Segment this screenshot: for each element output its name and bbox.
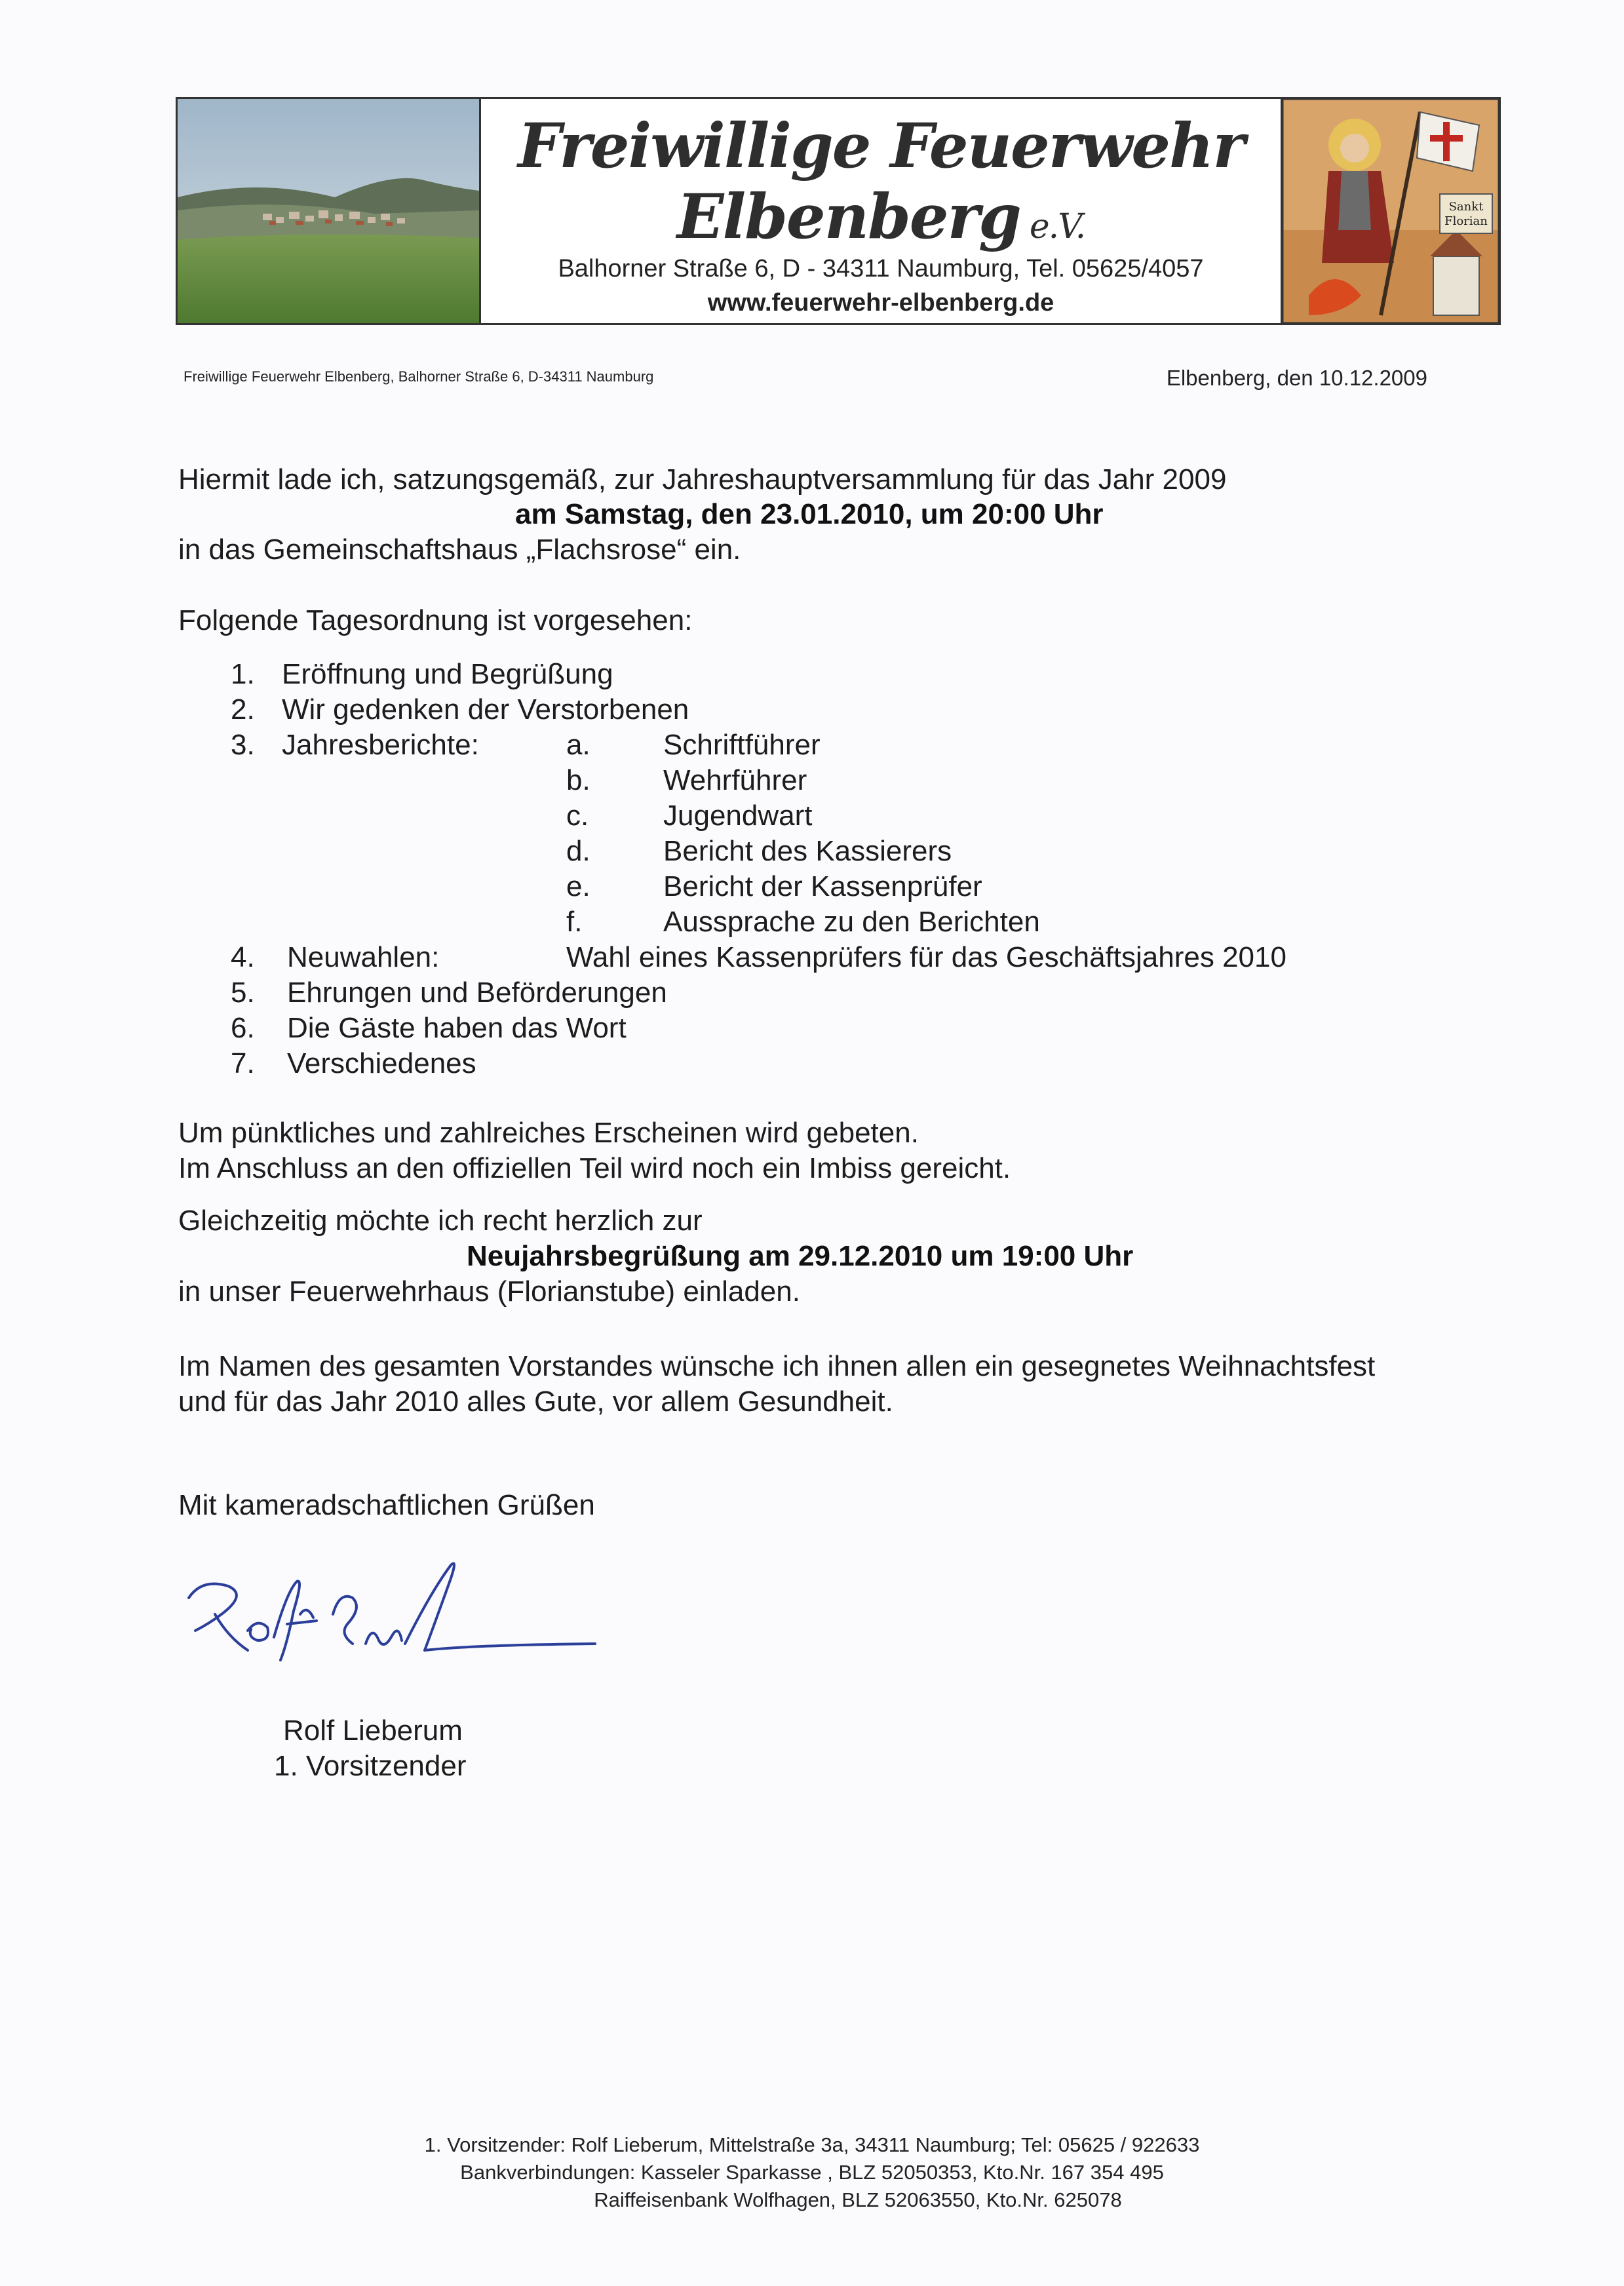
handwritten-signature: [176, 1552, 608, 1670]
club-website-link[interactable]: www.feuerwehr-elbenberg.de: [707, 289, 1054, 317]
letter-date: Elbenberg, den 10.12.2009: [1166, 366, 1427, 390]
club-name: [481, 111, 1281, 262]
agenda-item-number: 2.: [231, 693, 255, 726]
report-letter: e.: [566, 870, 590, 902]
svg-text:Florian: Florian: [1444, 214, 1488, 228]
agenda-item-number: 6.: [231, 1012, 255, 1044]
letterhead: [176, 97, 1501, 325]
report-letter: b.: [566, 764, 590, 796]
club-name-line1: Freiwillige Feuerwehr: [518, 110, 1244, 182]
agenda-item-detail: Wahl eines Kassenprüfers für das Geschäftsjahres 2010: [566, 941, 1286, 973]
wishes-line-1: Im Namen des gesamten Vorstandes wünsche ich ihnen allen ein gesegnetes Weihnachtsfest: [178, 1350, 1376, 1382]
sender-return-address: Freiwillige Feuerwehr Elbenberg, Balhorner Straße 6, D-34311 Naumburg: [184, 368, 654, 385]
greeting: Mit kameradschaftlichen Grüßen: [178, 1489, 595, 1521]
signer-name: Rolf Lieberum: [283, 1714, 463, 1747]
report-label: Aussprache zu den Berichten: [663, 906, 1040, 938]
footer-line-3: Raiffeisenbank Wolfhagen, BLZ 52063550, Kto.Nr. 625078: [594, 2188, 1122, 2211]
report-label: Bericht der Kassenprüfer: [663, 870, 982, 902]
closing-line-1: Um pünktliches und zahlreiches Erscheinen wird gebeten.: [178, 1117, 919, 1149]
newyear-datetime: Neujahrsbegrüßung am 29.12.2010 um 19:00 Uhr: [467, 1240, 1134, 1272]
agenda-item-number: 3.: [231, 729, 255, 761]
saint-florian-emblem: [1281, 99, 1499, 323]
agenda-item-number: 1.: [231, 658, 255, 690]
wishes-line-2: und für das Jahr 2010 alles Gute, vor allem Gesundheit.: [178, 1385, 893, 1418]
agenda-item-label: Wir gedenken der Verstorbenen: [282, 693, 689, 726]
agenda-item-label: Die Gäste haben das Wort: [287, 1012, 627, 1044]
footer-line-1: 1. Vorsitzender: Rolf Lieberum, Mittelstraße 3a, 34311 Naumburg; Tel: 05625 / 922633: [424, 2133, 1200, 2156]
newyear-line-3: in unser Feuerwehrhaus (Florianstube) einladen.: [178, 1275, 800, 1308]
report-label: Schriftführer: [663, 729, 821, 761]
agenda-item-number: 5.: [231, 977, 255, 1009]
svg-text:Sankt: Sankt: [1448, 200, 1484, 214]
report-letter: a.: [566, 729, 590, 761]
club-address: Balhorner Straße 6, D - 34311 Naumburg, Tel. 05625/4057: [558, 255, 1204, 282]
agenda-item-number: 7.: [231, 1047, 255, 1079]
report-label: Jugendwart: [663, 800, 813, 832]
intro-line-3: in das Gemeinschaftshaus „Flachsrose“ ein.: [178, 533, 741, 566]
report-letter: d.: [566, 835, 590, 867]
signer-role: 1. Vorsitzender: [274, 1750, 467, 1782]
agenda-item-label: Verschiedenes: [287, 1047, 476, 1079]
agenda-item-number: 4.: [231, 941, 255, 973]
report-letter: c.: [566, 800, 589, 832]
agenda-item-label: Ehrungen und Beförderungen: [287, 977, 667, 1009]
report-label: Bericht des Kassierers: [663, 835, 952, 867]
agenda-item-label: Jahresberichte:: [282, 729, 479, 761]
village-photo: [178, 99, 481, 323]
club-suffix: e.V.: [1029, 207, 1085, 246]
agenda-intro: Folgende Tagesordnung ist vorgesehen:: [178, 604, 693, 636]
intro-line-1: Hiermit lade ich, satzungsgemäß, zur Jahreshauptversammlung für das Jahr 2009: [178, 463, 1227, 495]
club-name-line2: Elbenberg: [676, 181, 1020, 253]
footer-line-2: Bankverbindungen: Kasseler Sparkasse , BLZ 52050353, Kto.Nr. 167 354 495: [460, 2161, 1164, 2184]
meeting-datetime: am Samstag, den 23.01.2010, um 20:00 Uhr: [515, 498, 1104, 530]
closing-line-2: Im Anschluss an den offiziellen Teil wird noch ein Imbiss gereicht.: [178, 1152, 1011, 1184]
agenda-item-label: Neuwahlen:: [287, 941, 440, 973]
report-label: Wehrführer: [663, 764, 807, 796]
agenda-item-label: Eröffnung und Begrüßung: [282, 658, 613, 690]
report-letter: f.: [566, 906, 583, 938]
newyear-line-1: Gleichzeitig möchte ich recht herzlich zur: [178, 1205, 703, 1237]
